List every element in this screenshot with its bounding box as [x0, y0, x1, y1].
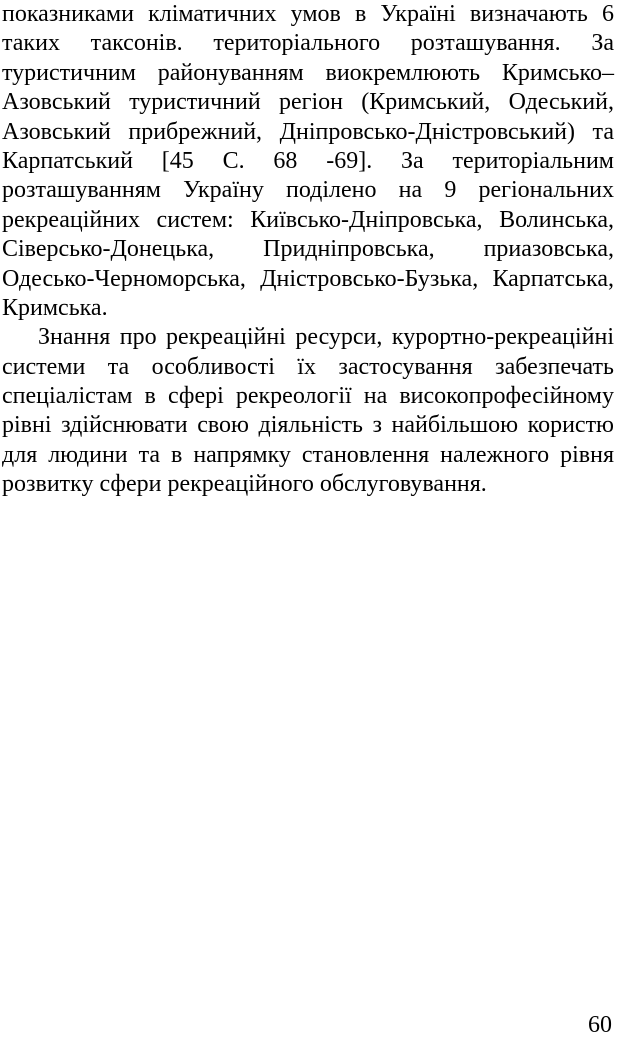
paragraph-2: [2, 323, 614, 499]
text-line: показниками кліматичних умов в Україні визначають 6: [2, 1, 614, 27]
text-line-last: розвитку сфери рекреаційного обслуговування.: [2, 471, 487, 498]
text-line-first: Знання про рекреаційні ресурси, курортно-рекреаційні: [38, 324, 614, 351]
text-line: Карпатський [45 С. 68 -69]. За територіальним: [2, 147, 614, 174]
text-line: для людини та в напрямку становлення належного рівня: [2, 441, 614, 468]
text-line: розташуванням Україну поділено на 9 регіональних: [2, 177, 614, 204]
text-line: Одесько-Черноморська, Дністровсько-Бузька, Карпатська,: [2, 265, 614, 292]
body-text: [2, 0, 614, 500]
text-line: таких таксонів. територіального розташування. За: [2, 30, 614, 57]
text-line: системи та особливості їх застосування забезпечать: [2, 353, 614, 380]
text-line: Азовський туристичний регіон (Кримський, Одеський,: [2, 89, 614, 116]
text-line: Азовський прибрежний, Дніпровсько-Дністровський) та: [2, 118, 614, 145]
text-line: рекреаційних систем: Київсько-Дніпровська, Волинська,: [2, 206, 614, 233]
text-line: спеціалістам в сфері рекреології на високопрофесійному: [2, 383, 614, 410]
page-number: 60: [588, 1012, 612, 1038]
paragraph-1: [2, 0, 614, 323]
text-line: рівні здійснювати свою діяльність з найбільшою користю: [2, 412, 614, 439]
text-line: Сіверсько-Донецька, Придніпровська, приазовська,: [2, 236, 614, 263]
text-line-last: Кримська.: [2, 294, 108, 321]
text-line: туристичним районуванням виокремлюють Кримсько–: [2, 59, 614, 86]
